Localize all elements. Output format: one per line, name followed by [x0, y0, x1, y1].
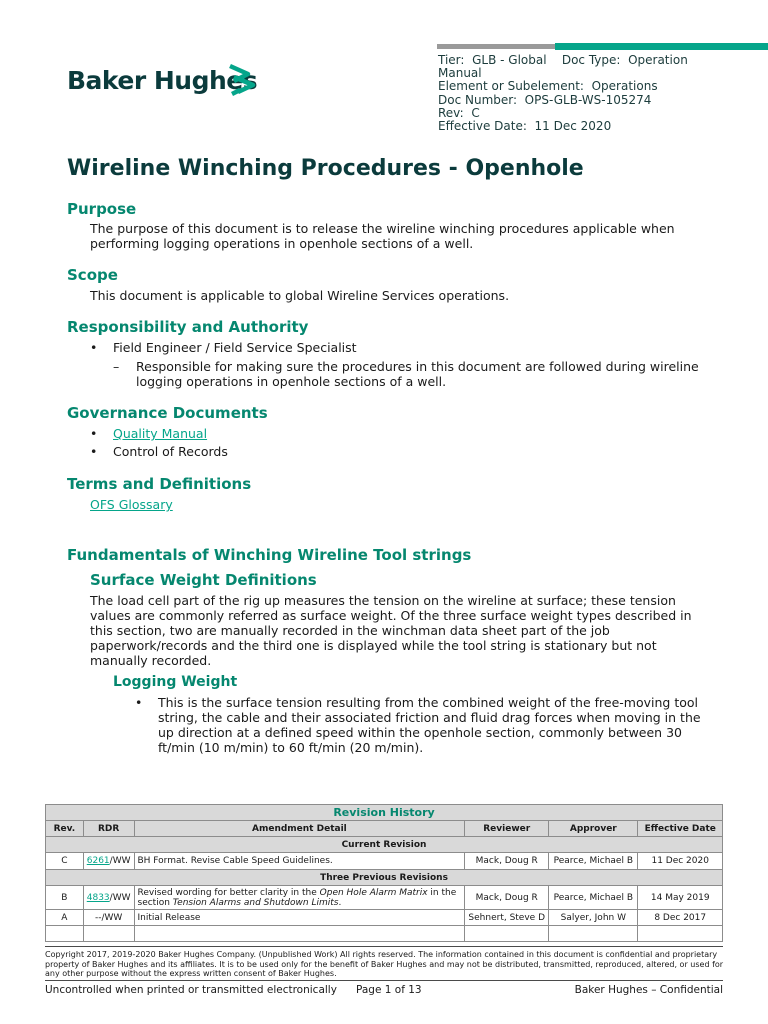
column-header: Rev. [46, 821, 84, 837]
rdr-link[interactable]: 6261 [86, 856, 110, 866]
responsibility-heading: Responsibility and Authority [67, 318, 309, 336]
confidential-label: Baker Hughes – Confidential [574, 984, 723, 996]
approver-cell: Pearce, Michael B [549, 853, 638, 870]
reviewer-cell: Mack, Doug R [465, 886, 549, 910]
logging-weight-heading: Logging Weight [113, 674, 238, 690]
footer-rule-bottom [45, 980, 723, 981]
table-row-empty [46, 926, 723, 942]
amendment-cell: Revised wording for better clarity in the Open Hole Alarm Matrix in the section Tension Alarms and Shutdown Limits. [134, 886, 465, 910]
reviewer-cell: Sehnert, Steve D [465, 910, 549, 926]
table-row [46, 853, 723, 870]
approver-cell: Salyer, John W [549, 910, 638, 926]
reviewer-cell: Mack, Doug R [465, 853, 549, 870]
surface-weight-heading: Surface Weight Definitions [90, 571, 317, 589]
purpose-text: The purpose of this document is to release the wireline winching procedures applicable when performing logging operations in openhole sections of a well. [90, 221, 675, 251]
amendment-cell: BH Format. Revise Cable Speed Guidelines. [134, 853, 465, 870]
rev-cell: A [46, 910, 84, 926]
column-header: RDR [83, 821, 134, 837]
copyright-notice: Copyright 2017, 2019-2020 Baker Hughes Company. (Unpublished Work) All rights reserved. The information contained in this document is confidential and proprietary property of Baker Hughes and its affiliates. It is to be used only for the benefit of Baker Hughes and may not be distributed, transmitted, reproduced, altered, or used for any other purpose without the express written consent of Baker Hughes. [45, 950, 724, 978]
governance-item-quality-manual[interactable]: • Quality Manual [113, 426, 207, 441]
document-title: Wireline Winching Procedures - Openhole [67, 156, 584, 181]
logging-weight-text: • This is the surface tension resulting from the combined weight of the free-moving tool string, the cable and their associated friction and fluid drag forces when moving in the up direction at a defined speed within the openhole section, commonly between 30 ft/min (10 m/min) to 60 ft/min (20 m/min). [158, 695, 723, 755]
approver-cell: Pearce, Michael B [549, 886, 638, 910]
rdr-cell: --/WW [83, 910, 134, 926]
purpose-heading: Purpose [67, 200, 137, 218]
ofs-glossary-link[interactable]: OFS Glossary [90, 497, 173, 512]
rdr-cell: 4833/WW [83, 886, 134, 910]
date-cell: 11 Dec 2020 [638, 853, 723, 870]
column-header: Amendment Detail [134, 821, 465, 837]
amendment-cell: Initial Release [134, 910, 465, 926]
uncontrolled-notice: Uncontrolled when printed or transmitted electronically [45, 984, 337, 996]
fundamentals-heading: Fundamentals of Winching Wireline Tool strings [67, 546, 472, 564]
surface-weight-text: The load cell part of the rig up measures the tension on the wireline at surface; these tension values are commonly referred as surface weight. Of the three surface weight types described in this section, two are manually recorded in the winchman data sheet part of the job paperwork/records and the third one is displayed while the tool string is stationary but not manually recorded. [90, 593, 692, 668]
scope-heading: Scope [67, 266, 118, 284]
revision-history-table [45, 804, 723, 942]
revision-history-title: Revision History [46, 805, 723, 821]
header-rule-teal [555, 43, 768, 50]
baker-hughes-logo-icon [226, 63, 260, 103]
scope-text: This document is applicable to global Wireline Services operations. [90, 288, 510, 303]
table-header-row [46, 821, 723, 837]
company-logo-text: Baker Hughes [67, 66, 258, 95]
previous-revisions-band: Three Previous Revisions [46, 870, 723, 886]
column-header: Effective Date [638, 821, 723, 837]
table-row [46, 886, 723, 910]
rdr-cell: 6261/WW [83, 853, 134, 870]
terms-heading: Terms and Definitions [67, 475, 252, 493]
footer-rule-top [45, 946, 723, 947]
responsibility-duty: – Responsible for making sure the procedures in this document are followed during wireline logging operations in openhole sections of a well. [136, 359, 726, 389]
rev-cell: B [46, 886, 84, 910]
date-cell: 14 May 2019 [638, 886, 723, 910]
document-metadata: Tier: GLB - Global Doc Type: Operation Manual Element or Subelement: Operations Doc Number: OPS-GLB-WS-105274 Rev: C Effective Date: 11 Dec 2020 [438, 53, 688, 134]
column-header: Reviewer [465, 821, 549, 837]
date-cell: 8 Dec 2017 [638, 910, 723, 926]
column-header: Approver [549, 821, 638, 837]
governance-item-control-of-records: • Control of Records [113, 444, 228, 459]
rdr-link[interactable]: 4833 [86, 892, 110, 903]
governance-heading: Governance Documents [67, 404, 268, 422]
page-number: Page 1 of 13 [356, 984, 422, 996]
table-row [46, 910, 723, 926]
current-revision-band: Current Revision [46, 837, 723, 853]
rev-cell: C [46, 853, 84, 870]
header-rule-grey [437, 44, 555, 49]
responsibility-role: • Field Engineer / Field Service Specialist [113, 340, 357, 355]
